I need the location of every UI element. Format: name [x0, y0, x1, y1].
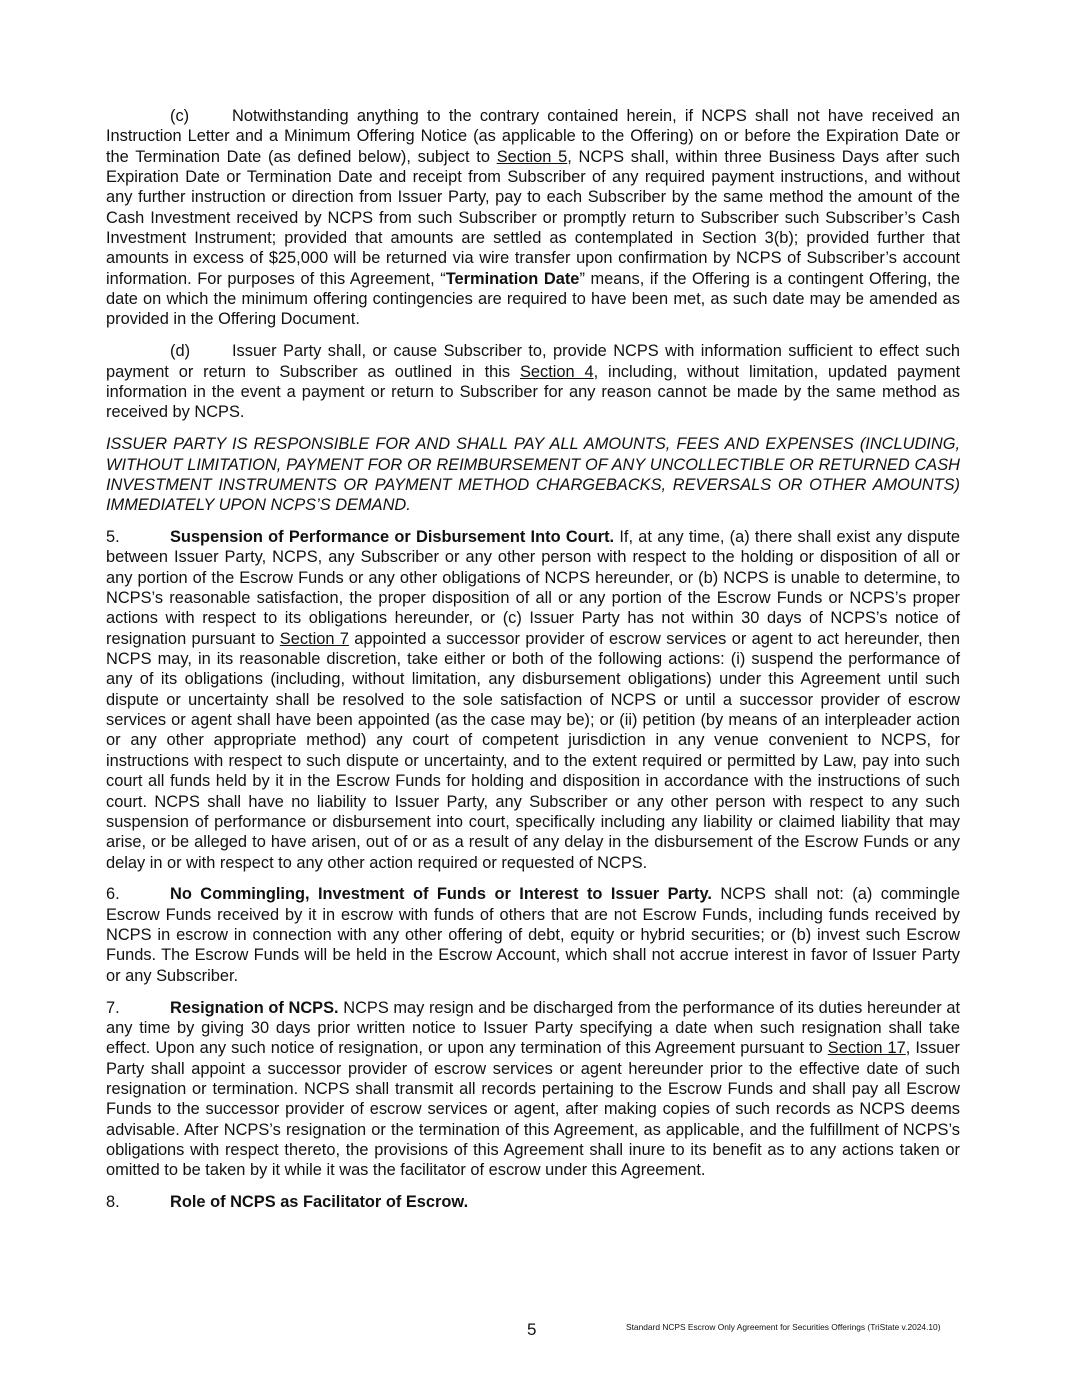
section-reference: Section 17: [827, 1039, 906, 1058]
bold-heading: Termination Date: [445, 269, 580, 288]
text-segment: Notwithstanding anything to the contrary contained herein, if NCPS shall not have received an Instruction Letter and a Minimum Offering Notice (as applicable to the Offering) on or before the Expiration Date or the Termination Date (as defined below), subject to: [106, 107, 960, 166]
text-segment: , including, without limitation, updated payment information in the event a payment or return to Subscriber for any reason cannot be made by the same method as received by NCPS.: [106, 362, 961, 422]
paragraph-label: (c): [170, 107, 190, 125]
section-reference: Section 5: [496, 147, 568, 166]
text-segment: NCPS shall not: (a) commingle Escrow Funds received by it in escrow with funds of others that are not Escrow Funds, including funds received by NCPS in escrow in connection with any other offering of debt, equity or hybrid securities; or (b) invest such Escrow Funds. The Escrow Funds will be held in the Escrow Account, which shall not accrue interest in favor of Issuer Party or any Subscriber.: [106, 885, 960, 985]
text-segment: , NCPS shall, within three Business Days after such Expiration Date or Termination Date and receipt from Subscriber of any required payment instructions, and without any further instruction or direction from Issuer Party, pay to each Subscriber by the same method the amount of the Cash Investment received by NCPS from such Subscriber or promptly return to Subscriber such Subscriber’s Cash Investment Instrument; provided that amounts are settled as contemplated in Section 3(b); provided further that amounts in excess of $25,000 will be returned via wire transfer upon confirmation by NCPS of Subscriber’s account information. For purposes of this Agreement, “: [106, 147, 961, 288]
paragraph: [106, 1192, 960, 1212]
paragraph: [106, 998, 960, 1181]
paragraph-label: 8.: [106, 1193, 120, 1212]
paragraph-label: (d): [170, 342, 191, 361]
paragraph: [106, 527, 960, 873]
section-reference: Section 7: [279, 629, 349, 648]
paragraph-label: 7.: [106, 998, 120, 1017]
section-reference: Section 4: [519, 362, 594, 381]
paragraph: [106, 341, 960, 422]
paragraph-label: 5.: [106, 528, 120, 547]
bold-heading: Suspension of Performance or Disbursement Into Court.: [170, 528, 615, 547]
page-number: 5: [527, 1320, 537, 1339]
paragraph-label: 6.: [106, 885, 120, 904]
text-segment: appointed a successor provider of escrow services or agent to act hereunder, then NCPS may, in its reasonable discretion, take either or both of the following actions: (i) suspend the performance of any of its obligations (including, without limitation, any disbursement obligations) under this Agreement until such dispute or uncertainty shall be resolved to the sole satisfaction of NCPS or until a successor provider of escrow services or agent shall have been appointed (as the case may be); or (ii) petition (by means of an interpleader action or any other appropriate method) any court of competent jurisdiction in any venue convenient to NCPS, for instructions with respect to such dispute or uncertainty, and to the extent required or permitted by Law, pay into such court all funds held by it in the Escrow Funds for holding and disposition in accordance with the instructions of such court. NCPS shall have no liability to Issuer Party, any Subscriber or any other person with respect to any such suspension of performance or disbursement into court, specifically including any liability or claimed liability that may arise, or be alleged to have arisen, out of or as a result of any delay in the disbursement of the Escrow Funds or any delay in or with respect to any other action required or requested of NCPS.: [106, 629, 961, 872]
bold-heading: Resignation of NCPS.: [170, 998, 339, 1017]
bold-heading: Role of NCPS as Facilitator of Escrow.: [170, 1193, 469, 1212]
text-segment: If, at any time, (a) there shall exist any dispute between Issuer Party, NCPS, any Subscriber or any other person with respect to the holding or disposition of all or any portion of the Escrow Funds or any other obligations of NCPS hereunder, or (b) NCPS is unable to determine, to NCPS’s reasonable satisfaction, the proper disposition of all or any portion of the Escrow Funds or NCPS’s proper actions with respect to its obligations hereunder, or (c) Issuer Party has not within 30 days of NCPS’s notice of resignation pursuant to: [106, 528, 961, 648]
text-segment: ISSUER PARTY IS RESPONSIBLE FOR AND SHALL PAY ALL AMOUNTS, FEES AND EXPENSES (INCLUDING, WITHOUT LIMITATION, PAYMENT FOR OR REIMBURSEMENT OF ANY UNCOLLECTIBLE OR RETURNED CASH INVESTMENT INSTRUMENTS OR PAYMENT METHOD CHARGEBACKS, REVERSALS OR OTHER AMOUNTS) IMMEDIATELY UPON NCPS’S DEMAND.: [106, 435, 960, 515]
footer-document-title: Standard NCPS Escrow Only Agreement for Securities Offerings (TriState v.2024.10): [626, 1322, 941, 1332]
text-segment: Issuer Party shall, or cause Subscriber to, provide NCPS with information sufficient to effect such payment or return to Subscriber as outlined in this: [106, 342, 960, 381]
paragraph: [106, 434, 960, 515]
text-segment: ” means, if the Offering is a contingent Offering, the date on which the minimum offering contingencies are required to have been met, as such date may be amended as provided in the Offering Document.: [106, 269, 960, 329]
paragraph: [106, 106, 960, 330]
document-body: [106, 106, 960, 1224]
bold-heading: No Commingling, Investment of Funds or Interest to Issuer Party.: [170, 885, 712, 904]
text-segment: NCPS may resign and be discharged from the performance of its duties hereunder at any time by giving 30 days prior written notice to Issuer Party specifying a date when such resignation shall take effect. Upon any such notice of resignation, or upon any termination of this Agreement pursuant to: [106, 998, 961, 1058]
paragraph: [106, 884, 960, 986]
text-segment: , Issuer Party shall appoint a successor provider of escrow services or agent hereunder prior to the effective date of such resignation or termination. NCPS shall transmit all records pertaining to the Escrow Funds and shall pay all Escrow Funds to the successor provider of escrow services or agent, after making copies of such records as NCPS deems advisable. After NCPS’s resignation or the termination of this Agreement, as applicable, and the fulfillment of NCPS’s obligations with respect thereto, the provisions of this Agreement shall inure to its benefit as to any actions taken or omitted to be taken by it while it was the facilitator of escrow under this Agreement.: [106, 1039, 960, 1180]
